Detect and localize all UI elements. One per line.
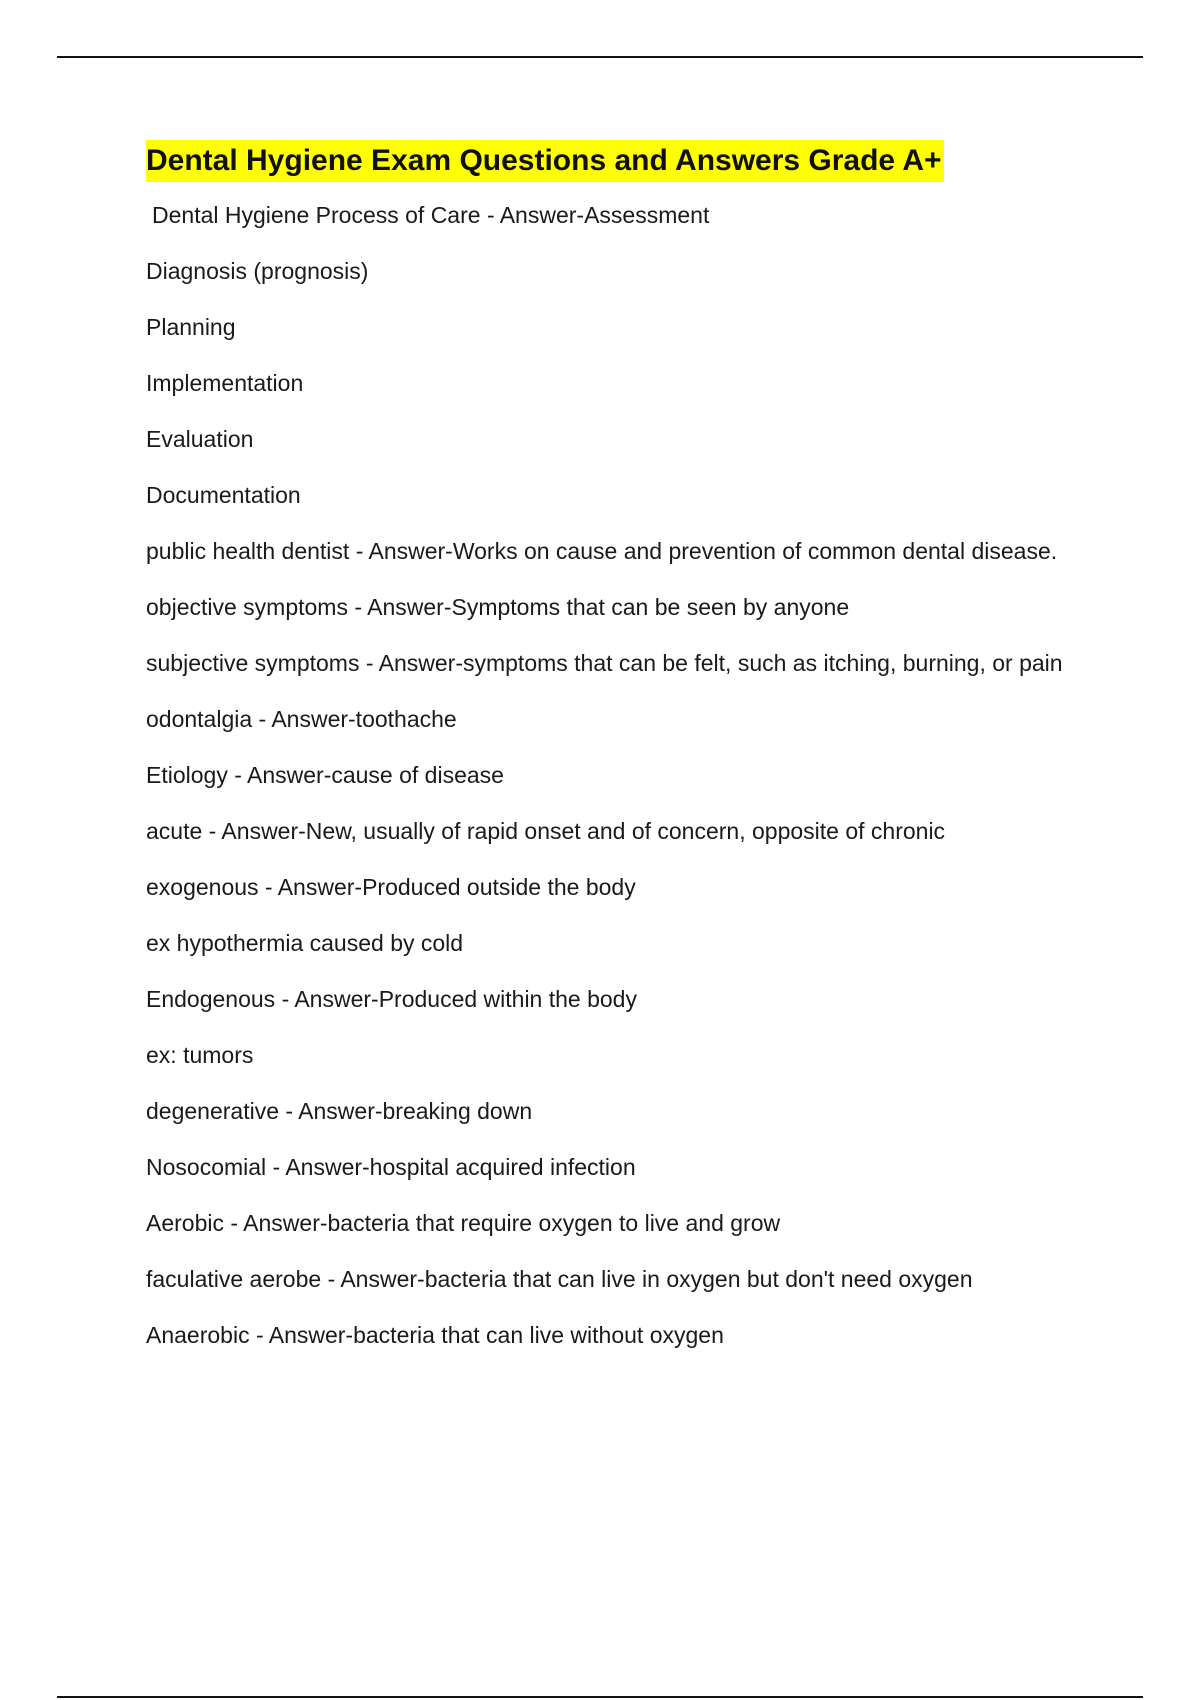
document-body <box>146 140 1096 1372</box>
qa-line: exogenous - Answer-Produced outside the body <box>146 874 636 900</box>
qa-line: Endogenous - Answer-Produced within the body <box>146 986 637 1012</box>
qa-line: subjective symptoms - Answer-symptoms that can be felt, such as itching, burning, or pain <box>146 650 1063 676</box>
qa-line: Diagnosis (prognosis) <box>146 258 369 284</box>
qa-line: acute - Answer-New, usually of rapid onset and of concern, opposite of chronic <box>146 818 946 844</box>
qa-line: degenerative - Answer-breaking down <box>146 1098 533 1124</box>
qa-line: Evaluation <box>146 426 254 452</box>
footer-rule <box>57 1696 1143 1698</box>
qa-line: Etiology - Answer-cause of disease <box>146 762 504 788</box>
qa-line: public health dentist - Answer-Works on cause and prevention of common dental disease. <box>146 538 1058 564</box>
qa-line: Dental Hygiene Process of Care - Answer-Assessment <box>152 202 710 228</box>
header-rule <box>57 56 1143 58</box>
qa-line: Implementation <box>146 370 304 396</box>
qa-line: Nosocomial - Answer-hospital acquired infection <box>146 1154 636 1180</box>
qa-line: Aerobic - Answer-bacteria that require oxygen to live and grow <box>146 1210 781 1236</box>
qa-line: Anaerobic - Answer-bacteria that can live without oxygen <box>146 1322 724 1348</box>
qa-line: odontalgia - Answer-toothache <box>146 706 457 732</box>
qa-line: faculative aerobe - Answer-bacteria that can live in oxygen but don't need oxygen <box>146 1266 973 1292</box>
qa-line: Planning <box>146 314 236 340</box>
qa-line: ex hypothermia caused by cold <box>146 930 464 956</box>
qa-line: Documentation <box>146 482 301 508</box>
qa-line: ex: tumors <box>146 1042 254 1068</box>
qa-line: objective symptoms - Answer-Symptoms that can be seen by anyone <box>146 594 850 620</box>
document-title: Dental Hygiene Exam Questions and Answers Grade A+ <box>146 140 944 182</box>
